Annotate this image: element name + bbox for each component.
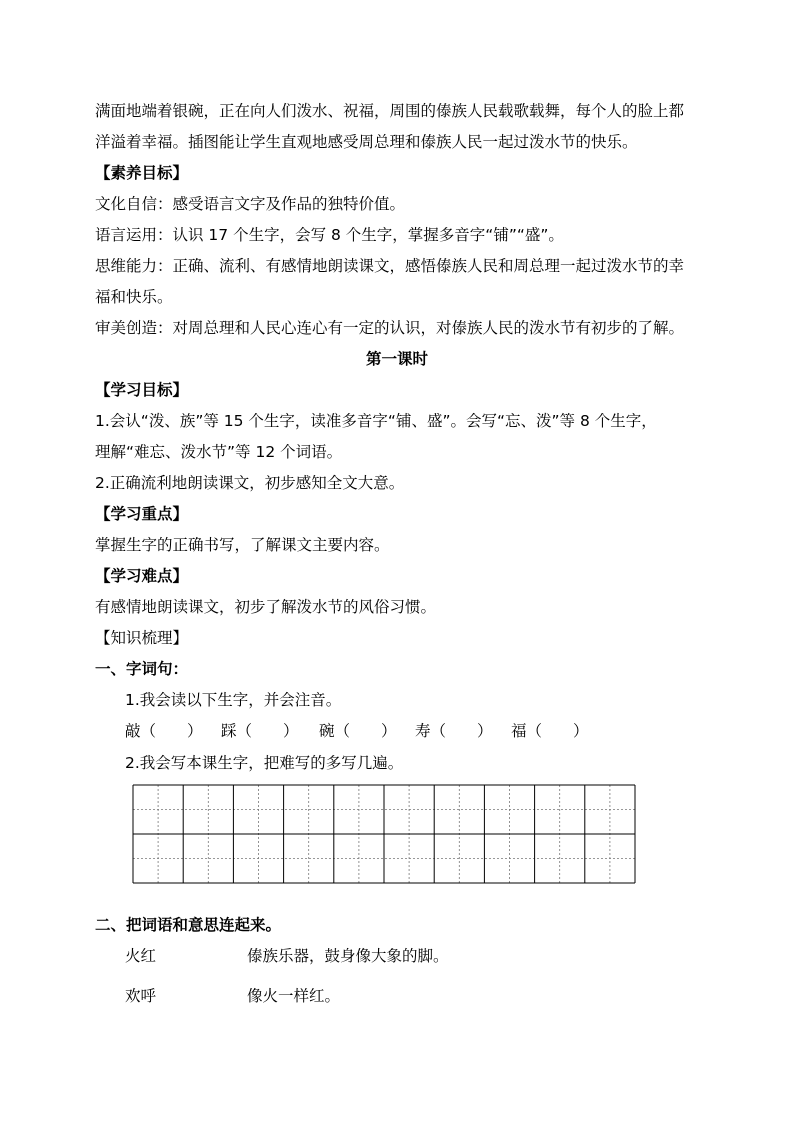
study-goal-1-line-1: 1.会认“泼、族”等 15 个生字，读准多音字“铺、盛”。会写“忘、泼”等 8 个生字，: [95, 412, 657, 430]
char-pinyin-blank[interactable]: 碗（ ）: [319, 722, 397, 740]
match-meaning[interactable]: 傣族乐器，鼓身像大象的脚。: [247, 947, 449, 965]
difficulties-text: 有感情地朗读课文，初步了解泼水节的风俗习惯。: [95, 598, 437, 616]
knowledge-heading: 【知识梳理】: [95, 629, 189, 647]
key-points-text: 掌握生字的正确书写，了解课文主要内容。: [95, 536, 390, 554]
goal-thinking-line-2: 福和快乐。: [95, 288, 173, 306]
section-1-heading: 一、字词句：: [95, 660, 189, 678]
literacy-goals-heading: 【素养目标】: [95, 164, 189, 182]
lesson-title: 第一课时: [365, 350, 428, 368]
char-pinyin-blank[interactable]: 寿（ ）: [415, 722, 493, 740]
char-pinyin-blank[interactable]: 敲（ ）: [125, 722, 203, 740]
intro-line-1: 满面地端着银碗，正在向人们泼水、祝福，周围的傣族人民载歌载舞，每个人的脸上都: [95, 102, 685, 120]
item-2-instruction: 2.我会写本课生字，把难写的多写几遍。: [125, 754, 404, 772]
study-goal-2: 2.正确流利地朗读课文，初步感知全文大意。: [95, 474, 405, 492]
goal-aesthetic: 审美创造：对周总理和人民心连心有一定的认识，对傣族人民的泼水节有初步的了解。: [95, 319, 685, 337]
char-pinyin-blank[interactable]: 福（ ）: [511, 722, 589, 740]
char-pinyin-blank[interactable]: 踩（ ）: [221, 722, 299, 740]
match-word[interactable]: 火红: [125, 947, 157, 965]
study-goals-heading: 【学习目标】: [95, 381, 189, 399]
intro-line-2: 洋溢着幸福。插图能让学生直观地感受周总理和傣族人民一起过泼水节的快乐。: [95, 133, 638, 151]
writing-grid[interactable]: [132, 784, 636, 884]
item-1-instruction: 1.我会读以下生字，并会注音。: [125, 691, 342, 709]
section-2-heading: 二、把词语和意思连起来。: [95, 916, 282, 934]
goal-thinking-line-1: 思维能力：正确、流利、有感情地朗读课文，感悟傣族人民和周总理一起过泼水节的幸: [95, 257, 685, 275]
match-meaning[interactable]: 像火一样红。: [247, 987, 341, 1005]
goal-language: 语言运用：认识 17 个生字，会写 8 个生字，掌握多音字“铺”“盛”。: [95, 226, 564, 244]
study-goal-1-line-2: 理解“难忘、泼水节”等 12 个词语。: [95, 443, 343, 461]
key-points-heading: 【学习重点】: [95, 505, 189, 523]
match-word[interactable]: 欢呼: [125, 987, 157, 1005]
difficulties-heading: 【学习难点】: [95, 567, 189, 585]
goal-culture: 文化自信：感受语言文字及作品的独特价值。: [95, 195, 406, 213]
